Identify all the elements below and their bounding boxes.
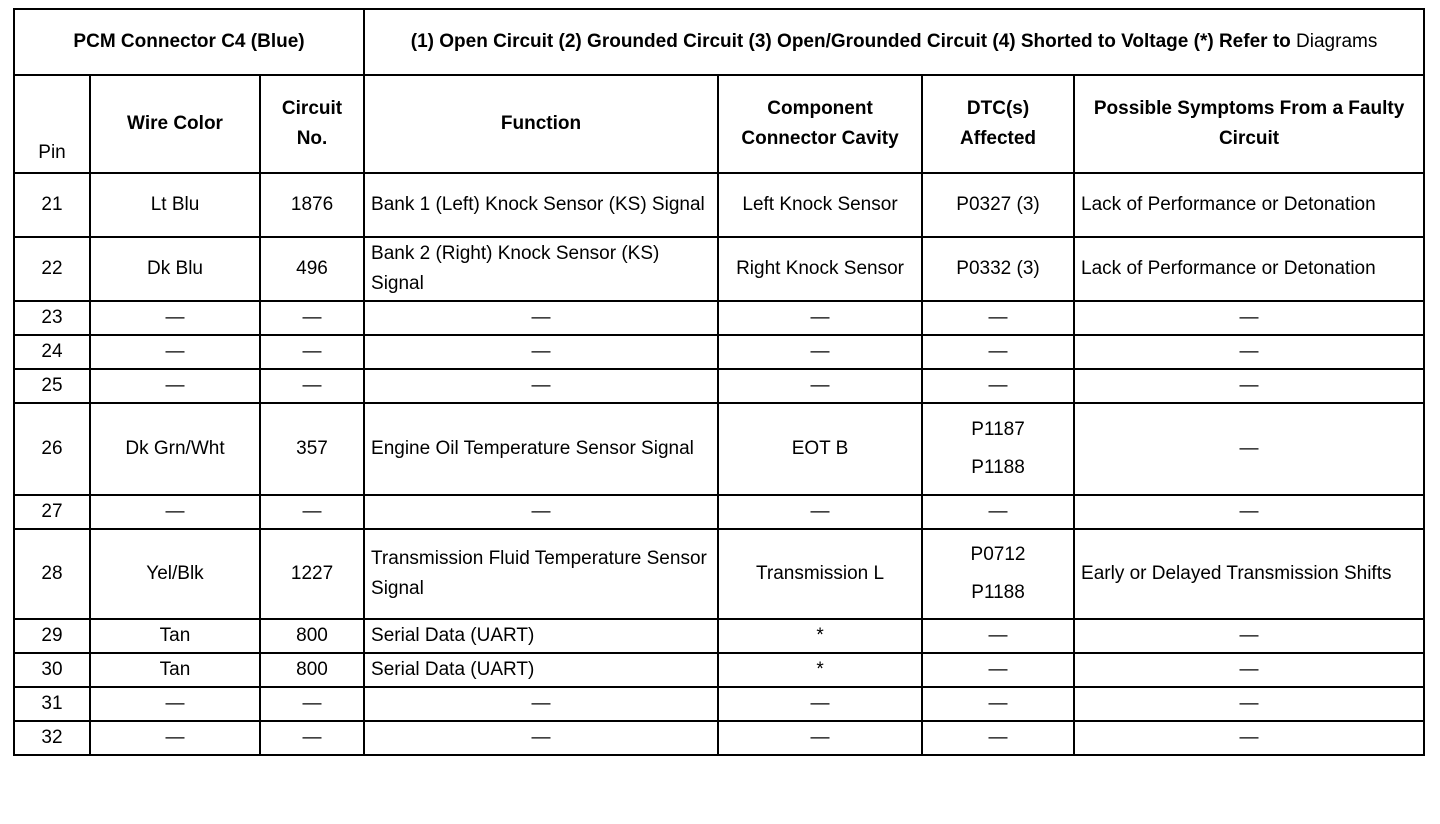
pinout-table <box>13 8 1425 756</box>
cell-circuit-no: — <box>260 335 364 369</box>
cell-function: Bank 2 (Right) Knock Sensor (KS) Signal <box>364 237 718 301</box>
cell-component-cavity: — <box>718 721 922 755</box>
table-row <box>14 721 1424 755</box>
cell-function: Bank 1 (Left) Knock Sensor (KS) Signal <box>364 173 718 237</box>
table-row <box>14 369 1424 403</box>
cell-wire-color: — <box>90 495 260 529</box>
col-header-function: Function <box>364 75 718 173</box>
cell-symptom: — <box>1074 721 1424 755</box>
cell-circuit-no: 1227 <box>260 529 364 619</box>
cell-symptom: — <box>1074 495 1424 529</box>
cell-wire-color: Dk Blu <box>90 237 260 301</box>
title-row <box>14 9 1424 75</box>
cell-circuit-no: — <box>260 301 364 335</box>
cell-pin: 25 <box>14 369 90 403</box>
cell-pin: 32 <box>14 721 90 755</box>
cell-function: — <box>364 495 718 529</box>
cell-symptom: — <box>1074 301 1424 335</box>
column-header-row <box>14 75 1424 173</box>
col-header-pin: Pin <box>14 75 90 173</box>
cell-dtc: — <box>922 653 1074 687</box>
cell-circuit-no: — <box>260 721 364 755</box>
cell-pin: 21 <box>14 173 90 237</box>
cell-function: — <box>364 301 718 335</box>
cell-wire-color: Dk Grn/Wht <box>90 403 260 495</box>
col-header-circuit-no: Circuit No. <box>260 75 364 173</box>
cell-dtc <box>922 529 1074 619</box>
dtc-code: P1188 <box>971 582 1025 603</box>
dtc-code: P1188 <box>971 457 1025 478</box>
table-row <box>14 301 1424 335</box>
cell-function: — <box>364 721 718 755</box>
cell-pin: 30 <box>14 653 90 687</box>
cell-wire-color: Yel/Blk <box>90 529 260 619</box>
circuit-legend <box>364 9 1424 75</box>
cell-function: Transmission Fluid Temperature Sensor Signal <box>364 529 718 619</box>
cell-symptom: — <box>1074 653 1424 687</box>
cell-dtc: P0332 (3) <box>922 237 1074 301</box>
table-row <box>14 687 1424 721</box>
cell-dtc: — <box>922 721 1074 755</box>
pinout-sheet <box>13 8 1423 756</box>
cell-wire-color: — <box>90 721 260 755</box>
cell-dtc: — <box>922 335 1074 369</box>
cell-symptom: Lack of Performance or Detonation <box>1074 237 1424 301</box>
cell-circuit-no: 800 <box>260 653 364 687</box>
cell-symptom: Early or Delayed Transmission Shifts <box>1074 529 1424 619</box>
cell-pin: 26 <box>14 403 90 495</box>
cell-dtc: P0327 (3) <box>922 173 1074 237</box>
cell-dtc: — <box>922 495 1074 529</box>
cell-dtc: — <box>922 687 1074 721</box>
cell-circuit-no: 357 <box>260 403 364 495</box>
table-row <box>14 619 1424 653</box>
cell-symptom: — <box>1074 687 1424 721</box>
cell-pin: 23 <box>14 301 90 335</box>
cell-pin: 24 <box>14 335 90 369</box>
cell-symptom: — <box>1074 335 1424 369</box>
cell-function: Serial Data (UART) <box>364 619 718 653</box>
cell-symptom: — <box>1074 369 1424 403</box>
cell-pin: 27 <box>14 495 90 529</box>
cell-component-cavity: * <box>718 653 922 687</box>
cell-dtc: — <box>922 619 1074 653</box>
cell-component-cavity: — <box>718 301 922 335</box>
cell-function: — <box>364 335 718 369</box>
cell-function: — <box>364 369 718 403</box>
table-row <box>14 335 1424 369</box>
table-row <box>14 173 1424 237</box>
cell-pin: 22 <box>14 237 90 301</box>
cell-component-cavity: * <box>718 619 922 653</box>
cell-pin: 29 <box>14 619 90 653</box>
table-row <box>14 653 1424 687</box>
cell-circuit-no: 800 <box>260 619 364 653</box>
cell-pin: 28 <box>14 529 90 619</box>
circuit-legend-text: (1) Open Circuit (2) Grounded Circuit (3) Open/Grounded Circuit (4) Shorted to Voltage (*) Refer to <box>410 31 1291 52</box>
table-row <box>14 529 1424 619</box>
cell-circuit-no: — <box>260 687 364 721</box>
cell-circuit-no: — <box>260 495 364 529</box>
dtc-stack <box>929 543 1067 605</box>
cell-symptom: — <box>1074 619 1424 653</box>
circuit-legend-tail: Diagrams <box>1296 31 1378 52</box>
dtc-stack <box>929 418 1067 480</box>
cell-wire-color: Tan <box>90 653 260 687</box>
cell-component-cavity: Transmission L <box>718 529 922 619</box>
table-row <box>14 237 1424 301</box>
cell-wire-color: — <box>90 369 260 403</box>
cell-wire-color: — <box>90 687 260 721</box>
dtc-code: P1187 <box>971 419 1025 440</box>
table-row <box>14 403 1424 495</box>
cell-component-cavity: Right Knock Sensor <box>718 237 922 301</box>
cell-component-cavity: — <box>718 495 922 529</box>
cell-dtc: — <box>922 369 1074 403</box>
cell-function: — <box>364 687 718 721</box>
cell-function: Engine Oil Temperature Sensor Signal <box>364 403 718 495</box>
cell-circuit-no: 1876 <box>260 173 364 237</box>
cell-component-cavity: — <box>718 335 922 369</box>
col-header-symptoms: Possible Symptoms From a Faulty Circuit <box>1074 75 1424 173</box>
dtc-code: P0712 <box>970 544 1026 565</box>
cell-wire-color: Lt Blu <box>90 173 260 237</box>
cell-dtc <box>922 403 1074 495</box>
cell-component-cavity: — <box>718 369 922 403</box>
cell-circuit-no: — <box>260 369 364 403</box>
cell-wire-color: — <box>90 335 260 369</box>
connector-title: PCM Connector C4 (Blue) <box>14 9 364 75</box>
table-row <box>14 495 1424 529</box>
cell-pin: 31 <box>14 687 90 721</box>
cell-dtc: — <box>922 301 1074 335</box>
cell-component-cavity: — <box>718 687 922 721</box>
col-header-wire-color: Wire Color <box>90 75 260 173</box>
cell-circuit-no: 496 <box>260 237 364 301</box>
cell-component-cavity: Left Knock Sensor <box>718 173 922 237</box>
cell-wire-color: — <box>90 301 260 335</box>
cell-component-cavity: EOT B <box>718 403 922 495</box>
cell-wire-color: Tan <box>90 619 260 653</box>
cell-function: Serial Data (UART) <box>364 653 718 687</box>
col-header-component-cavity: Component Connector Cavity <box>718 75 922 173</box>
col-header-dtc: DTC(s) Affected <box>922 75 1074 173</box>
cell-symptom: Lack of Performance or Detonation <box>1074 173 1424 237</box>
cell-symptom: — <box>1074 403 1424 495</box>
